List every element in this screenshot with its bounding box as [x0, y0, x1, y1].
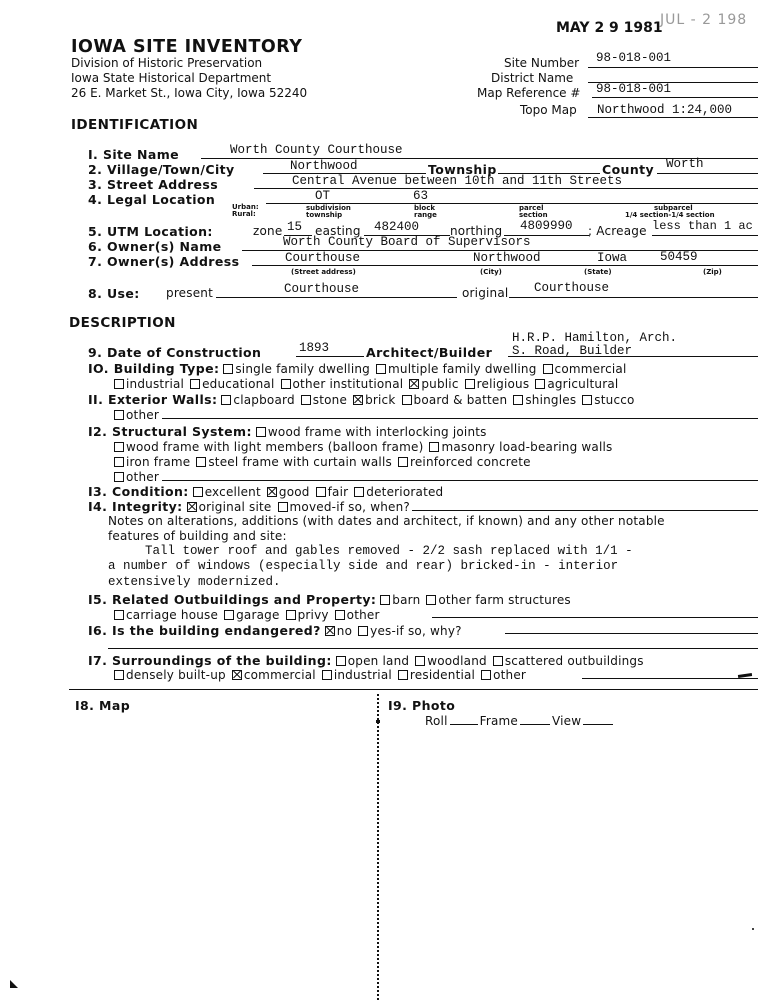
su-industrial-checkbox[interactable] [322, 670, 332, 680]
owner-name-label: 6. Owner(s) Name [88, 239, 222, 254]
su-industrial-option[interactable]: industrial [322, 668, 392, 682]
bt-other-institutional-option[interactable]: other institutional [281, 377, 404, 391]
i-moved-checkbox[interactable] [278, 502, 288, 512]
owner-zip-value[interactable]: 50459 [660, 250, 698, 264]
c-excellent-checkbox[interactable] [193, 487, 203, 497]
s-concrete-option[interactable]: reinforced concrete [398, 455, 531, 469]
notes-text-1[interactable]: Tall tower roof and gables removed - 2/2 sash replaced with 1/1 - [145, 544, 633, 558]
owner-street-value[interactable]: Courthouse [285, 251, 361, 265]
c-deteriorated-checkbox[interactable] [354, 487, 364, 497]
su-dense-option[interactable]: densely built-up [114, 668, 226, 682]
w-stone-checkbox[interactable] [301, 395, 311, 405]
r-garage-checkbox[interactable] [224, 610, 234, 620]
acreage-value[interactable]: less than 1 ac [652, 219, 753, 233]
s-steel-option[interactable]: steel frame with curtain walls [196, 455, 392, 469]
topo-map-value[interactable]: Northwood 1:24,000 [597, 103, 733, 117]
su-woodland-checkbox[interactable] [415, 656, 425, 666]
received-date-stamp: MAY 2 9 1981 [556, 20, 663, 36]
e-no-option[interactable]: no [325, 624, 352, 638]
s-masonry-option[interactable]: masonry load-bearing walls [429, 440, 612, 454]
su-dense-checkbox[interactable] [114, 670, 124, 680]
r-barn-option[interactable]: barn [380, 593, 420, 607]
bt-educational-option[interactable]: educational [190, 377, 274, 391]
s-interlocking-option[interactable]: wood frame with interlocking joints [256, 425, 487, 439]
bt-public-option[interactable]: public [409, 377, 458, 391]
r-barn-checkbox[interactable] [380, 595, 390, 605]
bt-industrial-checkbox[interactable] [114, 379, 124, 389]
use-original-value[interactable]: Courthouse [534, 281, 610, 295]
w-shingles-checkbox[interactable] [513, 395, 523, 405]
notes-instructions-1: Notes on alterations, additions (with dates and architect, if known) and any other notable [108, 514, 665, 528]
zone-value[interactable]: 15 [287, 220, 303, 234]
utm-location-label: 5. UTM Location: [88, 224, 213, 239]
photo-section-label: I9. Photo [388, 698, 456, 713]
w-board-batten-option[interactable]: board & batten [402, 393, 508, 407]
i-original-checkbox[interactable] [187, 502, 197, 512]
bt-public-checkbox[interactable] [409, 379, 419, 389]
topo-map-label: Topo Map [520, 103, 577, 117]
use-present-value[interactable]: Courthouse [284, 282, 360, 296]
acreage-label: ; Acreage [588, 224, 647, 238]
architect-label: Architect/Builder [366, 345, 493, 360]
village-label: 2. Village/Town/City [88, 162, 235, 177]
owner-name-value[interactable]: Worth County Board of Supervisors [283, 235, 531, 249]
architect-line-1[interactable]: H.R.P. Hamilton, Arch. [512, 331, 678, 345]
related-label: I5. Related Outbuildings and Property: [88, 592, 377, 607]
su-residential-checkbox[interactable] [398, 670, 408, 680]
map-section-label: I8. Map [75, 698, 131, 713]
c-good-option[interactable]: good [267, 485, 310, 499]
su-other-checkbox[interactable] [481, 670, 491, 680]
bt-multiple-checkbox[interactable] [376, 364, 386, 374]
legal-block-value[interactable]: 63 [413, 189, 429, 203]
use-present-label: present [166, 286, 214, 300]
w-other-option[interactable]: other [114, 408, 159, 422]
county-label: County [602, 162, 655, 177]
su-residential-option[interactable]: residential [398, 668, 475, 682]
su-woodland-option[interactable]: woodland [415, 654, 487, 668]
w-stucco-checkbox[interactable] [582, 395, 592, 405]
legal-parcel-caption: parcel [519, 204, 544, 212]
map-photo-divider [377, 694, 379, 1000]
view-field[interactable] [583, 724, 613, 725]
legal-location-label: 4. Legal Location [88, 192, 216, 207]
e-no-checkbox[interactable] [325, 626, 335, 636]
second-date-stamp: JUL - 2 198 [660, 12, 748, 28]
map-area[interactable] [75, 718, 371, 988]
legal-section-caption: section [519, 211, 548, 219]
c-deteriorated-option[interactable]: deteriorated [354, 485, 443, 499]
s-iron-checkbox[interactable] [114, 457, 124, 467]
bt-religious-option[interactable]: religious [465, 377, 530, 391]
su-scattered-option[interactable]: scattered outbuildings [493, 654, 644, 668]
s-other-checkbox[interactable] [114, 472, 124, 482]
w-brick-checkbox[interactable] [353, 395, 363, 405]
use-original-label: original [462, 286, 509, 300]
agency-line-2: Iowa State Historical Department [71, 71, 272, 85]
surroundings-row-2 [114, 666, 526, 684]
northing-label: northing [450, 224, 503, 238]
i-original-option[interactable]: original site [187, 500, 272, 514]
site-name-value[interactable]: Worth County Courthouse [230, 143, 403, 157]
r-other-farm-option[interactable]: other farm structures [426, 593, 571, 607]
bt-agricultural-checkbox[interactable] [535, 379, 545, 389]
zone-label: zone [253, 224, 283, 238]
legal-urban-caption: Urban: [232, 203, 259, 211]
endangered-row [88, 622, 462, 640]
easting-label: easting [315, 224, 361, 238]
legal-subdivision-caption: subdivision [306, 204, 351, 212]
date-construction-value[interactable]: 1893 [299, 341, 330, 355]
photo-fields-row [425, 712, 615, 730]
owner-state-value[interactable]: Iowa [597, 251, 628, 265]
bt-educational-checkbox[interactable] [190, 379, 200, 389]
s-balloon-option[interactable]: wood frame with light members (balloon frame) [114, 440, 423, 454]
s-iron-option[interactable]: iron frame [114, 455, 190, 469]
structural-row-3 [114, 453, 531, 471]
s-other-option[interactable]: other [114, 470, 159, 484]
frame-field[interactable] [520, 724, 550, 725]
county-value[interactable]: Worth [666, 157, 704, 171]
e-yes-checkbox[interactable] [358, 626, 368, 636]
bt-multiple-option[interactable]: multiple family dwelling [376, 362, 537, 376]
su-commercial-option[interactable]: commercial [232, 668, 316, 682]
bt-single-checkbox[interactable] [223, 364, 233, 374]
northing-value[interactable]: 4809990 [520, 219, 573, 233]
integrity-label: I4. Integrity: [88, 499, 183, 514]
r-garage-option[interactable]: garage [224, 608, 279, 622]
su-open-checkbox[interactable] [336, 656, 346, 666]
street-address-value[interactable]: Central Avenue between 10th and 11th Streets [292, 174, 623, 188]
district-name-label: District Name [491, 71, 574, 85]
legal-subparcel-caption: subparcel [654, 204, 693, 212]
s-balloon-checkbox[interactable] [114, 442, 124, 452]
w-clapboard-option[interactable]: clapboard [221, 393, 294, 407]
condition-label: I3. Condition: [88, 484, 189, 499]
r-other-option[interactable]: other [335, 608, 380, 622]
structural-label: I2. Structural System: [88, 424, 252, 439]
township-label: Township [428, 162, 497, 177]
su-open-option[interactable]: open land [336, 654, 409, 668]
agency-line-1: Division of Historic Preservation [71, 56, 263, 70]
site-name-label: I. Site Name [88, 147, 180, 162]
notes-text-2[interactable]: a number of windows (especially side and rear) bricked-in - interior [108, 559, 619, 573]
view-label: View [552, 714, 582, 728]
architect-line-2[interactable]: S. Road, Builder [512, 344, 633, 358]
legal-subdivision-value[interactable]: OT [315, 189, 331, 203]
bt-commercial-checkbox[interactable] [543, 364, 553, 374]
identification-heading: IDENTIFICATION [71, 117, 199, 133]
c-good-checkbox[interactable] [267, 487, 277, 497]
c-excellent-option[interactable]: excellent [193, 485, 261, 499]
r-other-farm-checkbox[interactable] [426, 595, 436, 605]
speck-mark [752, 928, 754, 930]
s-steel-checkbox[interactable] [196, 457, 206, 467]
date-construction-label: 9. Date of Construction [88, 345, 262, 360]
site-number-label: Site Number [504, 56, 580, 70]
w-board-batten-checkbox[interactable] [402, 395, 412, 405]
caption-street: (Street address) [291, 268, 356, 276]
endangered-label: I6. Is the building endangered? [88, 623, 321, 638]
village-value[interactable]: Northwood [290, 159, 358, 173]
caption-zip: (Zip) [703, 268, 722, 276]
legal-block-caption: block [414, 204, 436, 212]
w-stucco-option[interactable]: stucco [582, 393, 634, 407]
exterior-walls-label: II. Exterior Walls: [88, 392, 218, 407]
legal-rural-caption: Rural: [232, 210, 256, 218]
w-other-checkbox[interactable] [114, 410, 124, 420]
roll-field[interactable] [450, 724, 478, 725]
w-brick-option[interactable]: brick [353, 393, 395, 407]
caption-state: (State) [584, 268, 612, 276]
bt-religious-checkbox[interactable] [465, 379, 475, 389]
street-address-label: 3. Street Address [88, 177, 219, 192]
building-type-label: IO. Building Type: [88, 361, 220, 376]
w-clapboard-checkbox[interactable] [221, 395, 231, 405]
w-shingles-option[interactable]: shingles [513, 393, 576, 407]
i-moved-option[interactable]: moved-if so, when? [278, 500, 410, 514]
legal-township-caption: township [306, 211, 343, 219]
s-interlocking-checkbox[interactable] [256, 427, 266, 437]
agency-address: 26 E. Market St., Iowa City, Iowa 52240 [71, 86, 308, 100]
legal-quarter-caption: 1/4 section-1/4 section [625, 211, 715, 219]
c-fair-checkbox[interactable] [316, 487, 326, 497]
bt-other-institutional-checkbox[interactable] [281, 379, 291, 389]
legal-range-caption: range [414, 211, 437, 219]
bt-industrial-option[interactable]: industrial [114, 377, 184, 391]
surroundings-label: I7. Surroundings of the building: [88, 653, 332, 668]
r-carriage-option[interactable]: carriage house [114, 608, 218, 622]
map-reference-label: Map Reference # [477, 86, 581, 100]
frame-label: Frame [479, 714, 518, 728]
owner-address-label: 7. Owner(s) Address [88, 254, 240, 269]
map-reference-value[interactable]: 98-018-001 [596, 82, 672, 96]
owner-city-value[interactable]: Northwood [473, 251, 541, 265]
caption-city: (City) [480, 268, 502, 276]
use-label: 8. Use: [88, 286, 140, 301]
su-commercial-checkbox[interactable] [232, 670, 242, 680]
form-title: IOWA SITE INVENTORY [71, 37, 303, 57]
roll-label: Roll [425, 714, 448, 728]
photo-area[interactable] [388, 730, 748, 988]
site-number-value[interactable]: 98-018-001 [596, 51, 672, 65]
w-stone-option[interactable]: stone [301, 393, 347, 407]
notes-text-3[interactable]: extensively modernized. [108, 575, 281, 589]
s-masonry-checkbox[interactable] [429, 442, 439, 452]
bt-agricultural-option[interactable]: agricultural [535, 377, 618, 391]
exterior-walls-row-2 [114, 406, 159, 424]
district-name-field[interactable] [592, 70, 752, 82]
corner-arrow-mark [10, 980, 18, 988]
divider-notch [376, 720, 380, 723]
e-yes-option[interactable]: yes-if so, why? [358, 624, 462, 638]
notes-instructions-2: features of building and site: [108, 529, 287, 543]
r-other-checkbox[interactable] [335, 610, 345, 620]
bt-commercial-option[interactable]: commercial [543, 362, 627, 376]
r-carriage-checkbox[interactable] [114, 610, 124, 620]
c-fair-option[interactable]: fair [316, 485, 349, 499]
su-other-option[interactable]: other [481, 668, 526, 682]
easting-value[interactable]: 482400 [374, 220, 420, 234]
exterior-walls-row-1 [88, 391, 635, 409]
s-concrete-checkbox[interactable] [398, 457, 408, 467]
r-privy-checkbox[interactable] [286, 610, 296, 620]
description-heading: DESCRIPTION [69, 315, 176, 331]
r-privy-option[interactable]: privy [286, 608, 329, 622]
su-scattered-checkbox[interactable] [493, 656, 503, 666]
bt-single-option[interactable]: single family dwelling [223, 362, 370, 376]
